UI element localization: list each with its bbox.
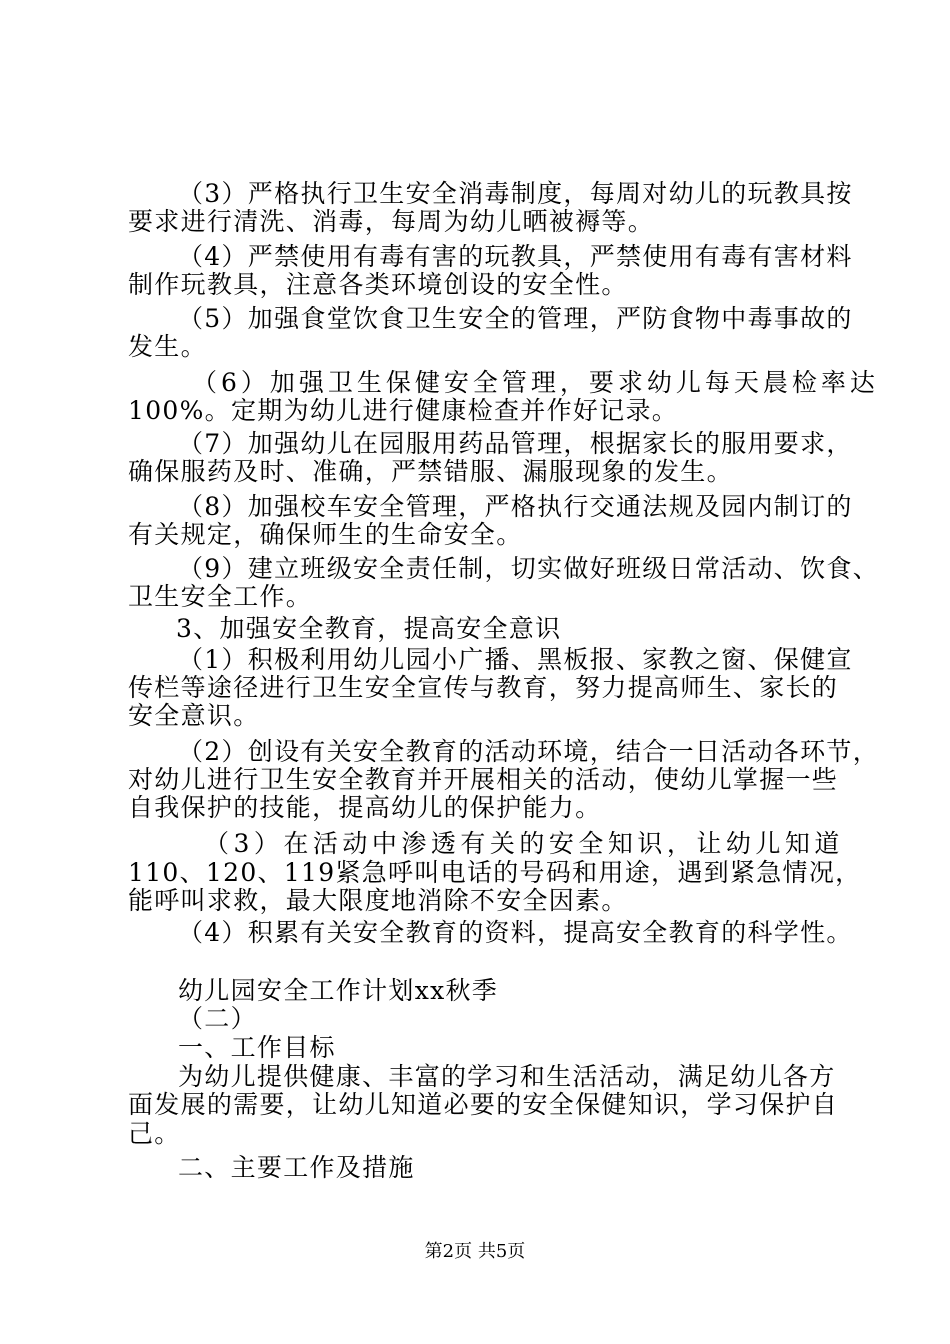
paragraph-line: 要求进行清洗、消毒，每周为幼儿晒被褥等。 — [128, 207, 655, 237]
paragraph-line: （1）积极利用幼儿园小广播、黑板报、家教之窗、保健宣 — [178, 644, 853, 674]
paragraph-line: （4）严禁使用有毒有害的玩教具，严禁使用有毒有害材料 — [178, 241, 853, 271]
paragraph-line: 己。 — [128, 1118, 181, 1148]
paragraph-line: （7）加强幼儿在园服用药品管理，根据家长的服用要求， — [178, 429, 853, 459]
paragraph-line: 110、120、119紧急呼叫电话的号码和用途，遇到紧急情况， — [128, 857, 862, 887]
document-title: 幼儿园安全工作计划xx秋季 — [178, 976, 499, 1006]
paragraph-line: 传栏等途径进行卫生安全宣传与教育，努力提高师生、家长的 — [128, 673, 839, 703]
section-heading: 一、工作目标 — [178, 1032, 336, 1062]
paragraph-line: （2）创设有关安全教育的活动环境，结合一日活动各环节， — [178, 737, 880, 767]
paragraph-line: 安全意识。 — [128, 701, 260, 731]
section-heading: 3、加强安全教育，提高安全意识 — [176, 613, 562, 643]
paragraph-line: 为幼儿提供健康、丰富的学习和生活活动，满足幼儿各方 — [178, 1062, 836, 1092]
paragraph-line: 能呼叫求救，最大限度地消除不安全因素。 — [128, 885, 628, 915]
paragraph-line: 发生。 — [128, 332, 207, 362]
paragraph-line: 制作玩教具，注意各类环境创设的安全性。 — [128, 269, 628, 299]
paragraph-line: 面发展的需要，让幼儿知道必要的安全保健知识，学习保护自 — [128, 1090, 839, 1120]
paragraph-line: （8）加强校车安全管理，严格执行交通法规及园内制订的 — [178, 491, 853, 521]
subtitle: （二） — [178, 1004, 257, 1034]
paragraph-line: 100%。定期为幼儿进行健康检查并作好记录。 — [128, 396, 679, 426]
page-number-footer: 第2页 共5页 — [424, 1241, 526, 1262]
paragraph-line: （3）在活动中渗透有关的安全知识，让幼儿知道 — [204, 829, 844, 859]
paragraph-line: 对幼儿进行卫生安全教育并开展相关的活动，使幼儿掌握一些 — [128, 765, 839, 795]
paragraph-line: 确保服药及时、准确，严禁错服、漏服现象的发生。 — [128, 457, 733, 487]
paragraph-line: 自我保护的技能，提高幼儿的保护能力。 — [128, 793, 602, 823]
section-heading: 二、主要工作及措施 — [178, 1153, 415, 1182]
paragraph-line: （6）加强卫生保健安全管理，要求幼儿每天晨检率达 — [192, 368, 879, 398]
paragraph-line: （9）建立班级安全责任制，切实做好班级日常活动、饮食、 — [178, 554, 880, 584]
paragraph-line: （3）严格执行卫生安全消毒制度，每周对幼儿的玩教具按 — [178, 179, 853, 208]
paragraph-line: （4）积累有关安全教育的资料，提高安全教育的科学性。 — [178, 918, 853, 948]
paragraph-line: （5）加强食堂饮食卫生安全的管理，严防食物中毒事故的 — [178, 304, 853, 334]
paragraph-line: 有关规定，确保师生的生命安全。 — [128, 519, 523, 549]
paragraph-line: 卫生安全工作。 — [128, 582, 313, 612]
